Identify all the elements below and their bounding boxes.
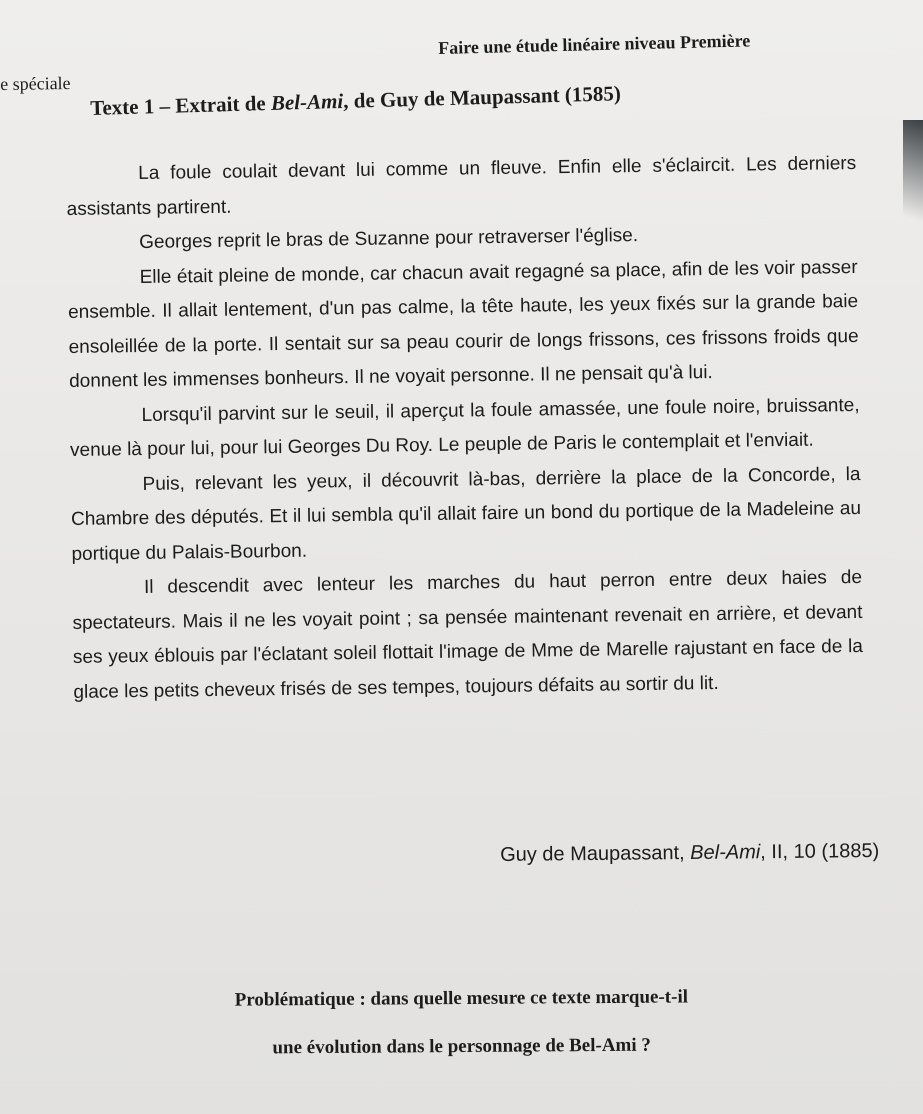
problematique bbox=[0, 972, 923, 1074]
assignment-instruction: Faire une étude linéaire niveau Première bbox=[438, 30, 751, 58]
excerpt-paragraph: Il descendit avec lenteur les marches du haut perron entre deux haies de spectateurs. Mais il ne les voyait point ; sa pensée maintenant revenait en arrière, et devant ses yeux éblouis par l'éclatant soleil flottait l'image de Mme de Marelle rajustant en face de la glace les petits cheveux frisés de ses tempes, toujours défaits au sortir du lit. bbox=[72, 566, 864, 703]
text-title-suffix: , de Guy de Maupassant (1585) bbox=[342, 81, 622, 113]
problematique-line-2: une évolution dans le personnage de Bel-Ami ? bbox=[272, 1034, 651, 1059]
excerpt-paragraph: Elle était pleine de monde, car chacun avait regagné sa place, afin de les voir passer ensemble. Il allait lentement, d'un pas calme, la tête haute, les yeux fixés sur la grande baie ensoleillée de la porte. Il sentait sur sa peau courir de longs frissons, ces frissons froids que donnent les immenses bonheurs. Il ne voyait personne. Il ne pensait qu'à lui. bbox=[68, 256, 859, 392]
text-title-prefix: Texte 1 – Extrait de bbox=[90, 90, 272, 120]
page-corner-shadow bbox=[903, 120, 923, 250]
text-title-work: Bel-Ami bbox=[270, 88, 344, 115]
excerpt-paragraph: Puis, relevant les yeux, il découvrit là-bas, derrière la place de la Concorde, la Chambre des députés. Et il lui sembla qu'il allait faire un bond du portique de la Madeleine au portique du Palais-Bourbon. bbox=[70, 463, 862, 565]
problematique-line-1: Problématique : dans quelle mesure ce texte marque-t-il bbox=[234, 986, 689, 1011]
excerpt-paragraph: La foule coulait devant lui comme un fleuve. Enfin elle s'éclaircit. Les derniers assistants partirent. bbox=[66, 152, 857, 220]
citation-ref: , II, 10 (1885) bbox=[760, 840, 880, 864]
citation-author: Guy de Maupassant, bbox=[499, 841, 691, 866]
text-title bbox=[90, 81, 621, 121]
source-citation bbox=[500, 840, 879, 867]
citation-work: Bel-Ami bbox=[690, 841, 761, 864]
excerpt-paragraph: Georges reprit le bras de Suzanne pour retraverser l'église. bbox=[139, 225, 639, 253]
excerpt-body bbox=[66, 147, 864, 710]
class-label: e spéciale bbox=[0, 73, 71, 94]
excerpt-paragraph: Lorsqu'il parvint sur le seuil, il aperçut la foule amassée, une foule noire, bruissante, venue là pour lui, pour lui Georges Du Roy. Le peuple de Paris le contemplait et l'enviait. bbox=[69, 394, 860, 461]
